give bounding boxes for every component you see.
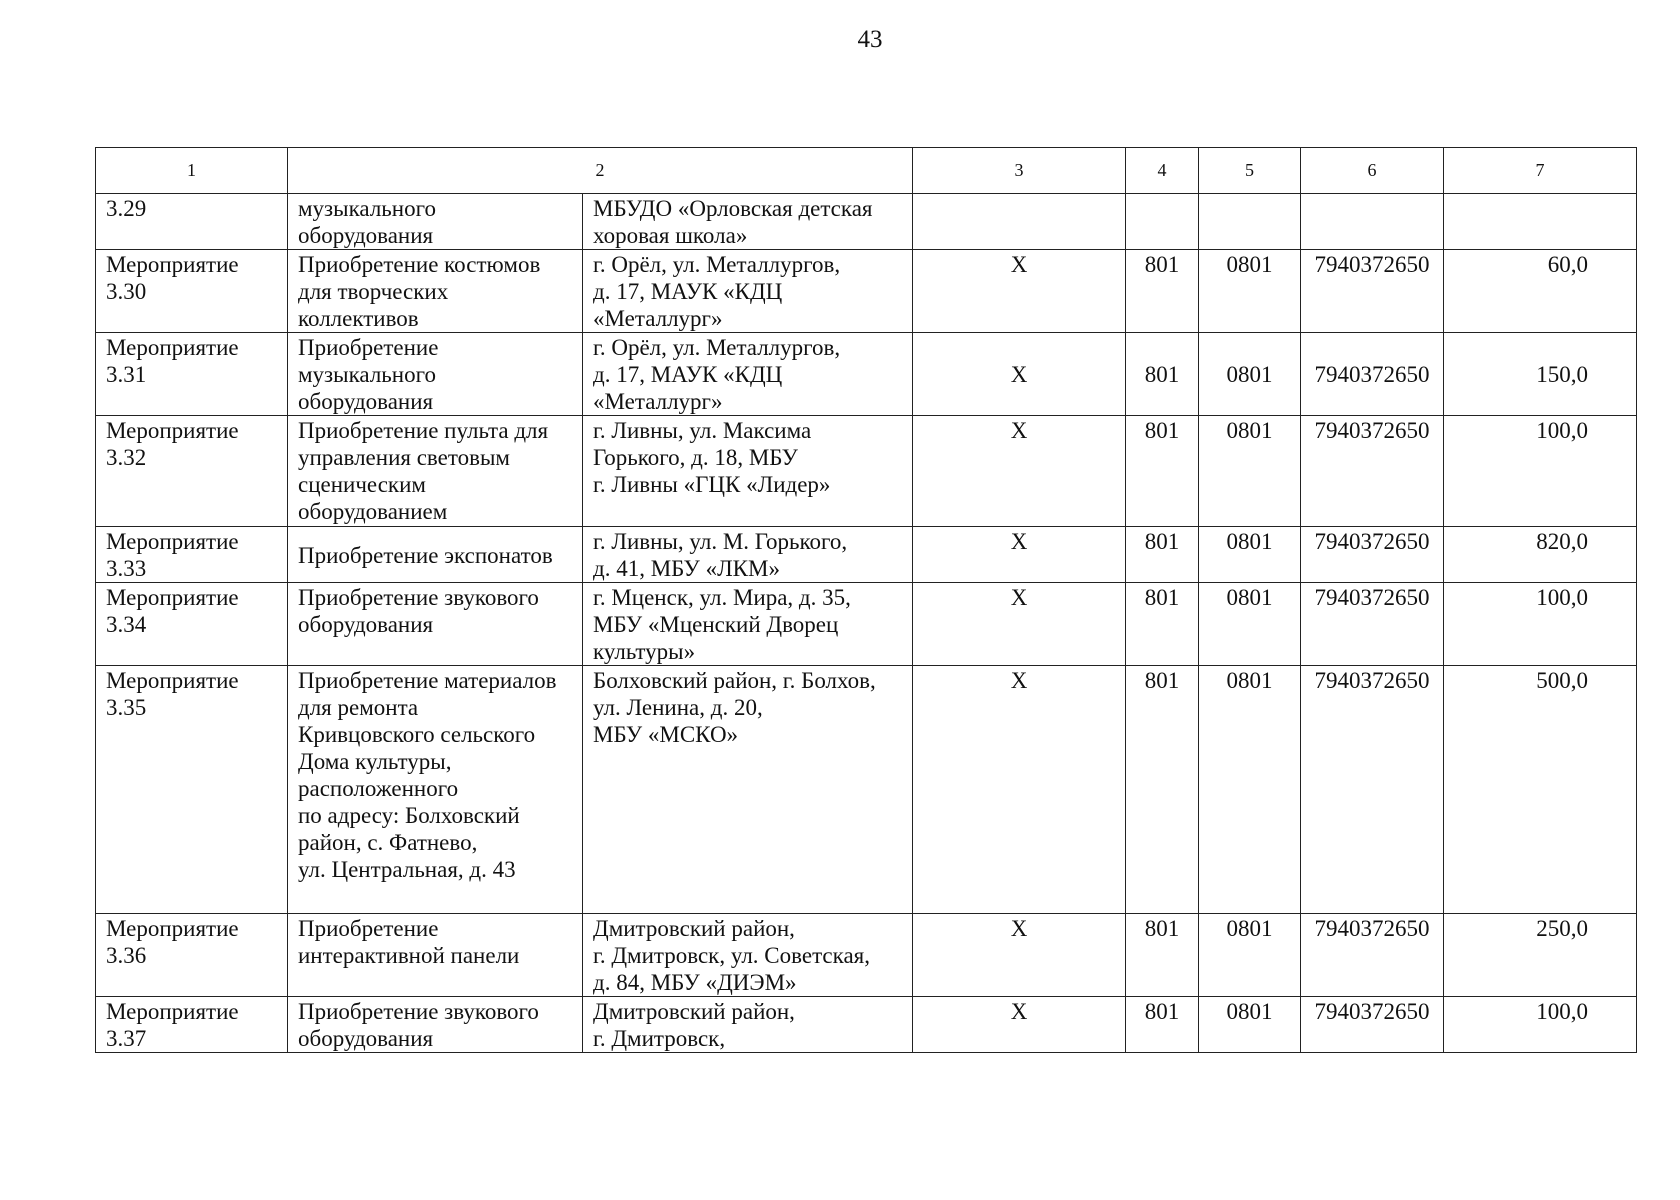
event-number-cell: Мероприятие 3.36 — [96, 914, 288, 997]
col6-cell: 7940372650 — [1301, 250, 1444, 333]
event-address-cell: г. Ливны, ул. Максима Горького, д. 18, МБУ г. Ливны «ГЦК «Лидер» — [583, 416, 913, 527]
event-address-cell: Дмитровский район, г. Дмитровск, ул. Советская, д. 84, МБУ «ДИЭМ» — [583, 914, 913, 997]
event-address-cell: г. Мценск, ул. Мира, д. 35, МБУ «Мценский Дворец культуры» — [583, 583, 913, 666]
event-name-cell: Приобретение звукового оборудования — [288, 997, 583, 1053]
header-col-6: 6 — [1301, 148, 1444, 194]
event-number-cell: Мероприятие 3.31 — [96, 333, 288, 416]
event-number-cell: Мероприятие 3.35 — [96, 666, 288, 914]
page-number: 43 — [857, 26, 883, 53]
col5-cell: 0801 — [1199, 333, 1301, 416]
table-row — [96, 250, 1637, 333]
amount-cell: 100,0 — [1444, 997, 1637, 1053]
col6-cell: 7940372650 — [1301, 527, 1444, 583]
col4-cell: 801 — [1126, 333, 1199, 416]
table-row — [96, 527, 1637, 583]
col3-cell: Х — [913, 416, 1126, 527]
event-name-cell: музыкального оборудования — [288, 194, 583, 250]
event-name-cell: Приобретение интерактивной панели — [288, 914, 583, 997]
amount-cell: 150,0 — [1444, 333, 1637, 416]
col3-cell — [913, 194, 1126, 250]
header-col-3: 3 — [913, 148, 1126, 194]
col6-cell — [1301, 194, 1444, 250]
event-number-cell: Мероприятие 3.32 — [96, 416, 288, 527]
table-row — [96, 583, 1637, 666]
event-name-cell: Приобретение музыкального оборудования — [288, 333, 583, 416]
col4-cell: 801 — [1126, 527, 1199, 583]
event-address-cell: г. Орёл, ул. Металлургов, д. 17, МАУК «КДЦ «Металлург» — [583, 333, 913, 416]
col3-cell: Х — [913, 583, 1126, 666]
col5-cell — [1199, 194, 1301, 250]
table-row — [96, 416, 1637, 527]
amount-cell: 100,0 — [1444, 416, 1637, 527]
col6-cell: 7940372650 — [1301, 914, 1444, 997]
col3-cell: Х — [913, 997, 1126, 1053]
amount-cell: 60,0 — [1444, 250, 1637, 333]
col4-cell — [1126, 194, 1199, 250]
event-number-cell: Мероприятие 3.37 — [96, 997, 288, 1053]
col3-cell: Х — [913, 527, 1126, 583]
header-col-7: 7 — [1444, 148, 1637, 194]
col5-cell: 0801 — [1199, 997, 1301, 1053]
header-col-2: 2 — [288, 148, 913, 194]
event-number-cell: 3.29 — [96, 194, 288, 250]
event-name-cell: Приобретение пульта для управления световым сценическим оборудованием — [288, 416, 583, 527]
amount-cell — [1444, 194, 1637, 250]
col5-cell: 0801 — [1199, 666, 1301, 914]
col5-cell: 0801 — [1199, 250, 1301, 333]
col5-cell: 0801 — [1199, 527, 1301, 583]
event-name-cell: Приобретение звукового оборудования — [288, 583, 583, 666]
table-row — [96, 997, 1637, 1053]
col5-cell: 0801 — [1199, 583, 1301, 666]
col4-cell: 801 — [1126, 583, 1199, 666]
col5-cell: 0801 — [1199, 914, 1301, 997]
event-address-cell: г. Орёл, ул. Металлургов, д. 17, МАУК «КДЦ «Металлург» — [583, 250, 913, 333]
header-col-4: 4 — [1126, 148, 1199, 194]
budget-table — [95, 147, 1637, 1053]
event-address-cell: Болховский район, г. Болхов, ул. Ленина, д. 20, МБУ «МСКО» — [583, 666, 913, 914]
amount-cell: 820,0 — [1444, 527, 1637, 583]
col3-cell: Х — [913, 333, 1126, 416]
event-name-cell: Приобретение костюмов для творческих коллективов — [288, 250, 583, 333]
table-row — [96, 914, 1637, 997]
table-row — [96, 333, 1637, 416]
col4-cell: 801 — [1126, 914, 1199, 997]
event-name-cell: Приобретение материалов для ремонта Кривцовского сельского Дома культуры, расположенного по адресу: Болховский район, с. Фатнево, ул. Центральная, д. 43 — [288, 666, 583, 914]
col6-cell: 7940372650 — [1301, 416, 1444, 527]
event-number-cell: Мероприятие 3.30 — [96, 250, 288, 333]
event-name-cell: Приобретение экспонатов — [288, 527, 583, 583]
header-col-5: 5 — [1199, 148, 1301, 194]
col4-cell: 801 — [1126, 416, 1199, 527]
event-number-cell: Мероприятие 3.34 — [96, 583, 288, 666]
event-address-cell: Дмитровский район, г. Дмитровск, — [583, 997, 913, 1053]
amount-cell: 100,0 — [1444, 583, 1637, 666]
header-col-1: 1 — [96, 148, 288, 194]
col5-cell: 0801 — [1199, 416, 1301, 527]
amount-cell: 250,0 — [1444, 914, 1637, 997]
table-row — [96, 666, 1637, 914]
col4-cell: 801 — [1126, 250, 1199, 333]
table-header-row — [96, 148, 1637, 194]
col6-cell: 7940372650 — [1301, 333, 1444, 416]
col6-cell: 7940372650 — [1301, 997, 1444, 1053]
event-address-cell: МБУДО «Орловская детская хоровая школа» — [583, 194, 913, 250]
amount-cell: 500,0 — [1444, 666, 1637, 914]
col4-cell: 801 — [1126, 666, 1199, 914]
col3-cell: Х — [913, 666, 1126, 914]
table-row — [96, 194, 1637, 250]
col3-cell: Х — [913, 250, 1126, 333]
col3-cell: Х — [913, 914, 1126, 997]
event-number-cell: Мероприятие 3.33 — [96, 527, 288, 583]
col6-cell: 7940372650 — [1301, 666, 1444, 914]
col6-cell: 7940372650 — [1301, 583, 1444, 666]
col4-cell: 801 — [1126, 997, 1199, 1053]
event-address-cell: г. Ливны, ул. М. Горького, д. 41, МБУ «ЛКМ» — [583, 527, 913, 583]
